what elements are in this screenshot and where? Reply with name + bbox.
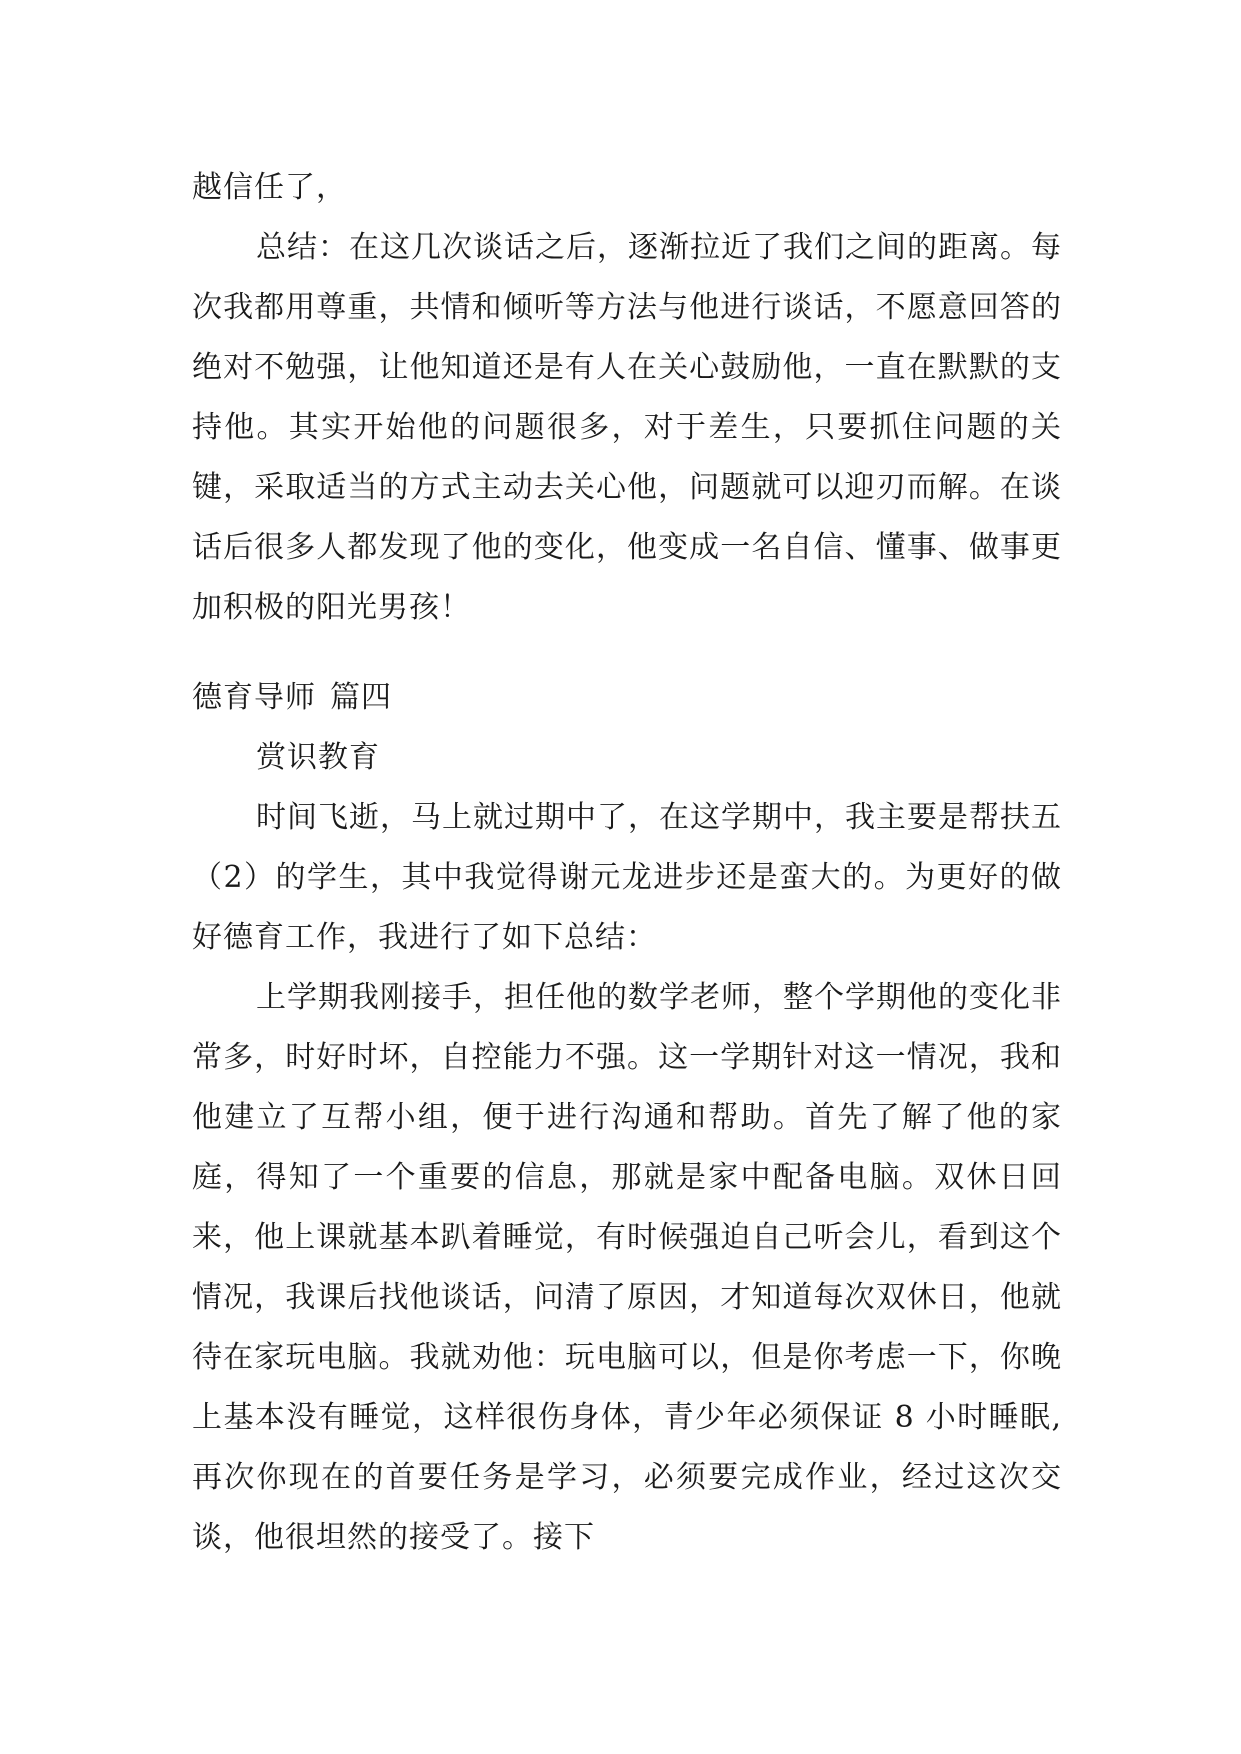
section-heading [192, 668, 1062, 728]
body-paragraph-2: 上学期我刚接手，担任他的数学老师，整个学期他的变化非常多，时好时坏，自控能力不强。这一学期针对这一情况，我和他建立了互帮小组，便于进行沟通和帮助。首先了解了他的家庭，得知了一个重要的信息，那就是家中配备电脑。双休日回来，他上课就基本趴着睡觉，有时候强迫自己听会儿，看到这个情况，我课后找他谈话，问清了原因，才知道每次双休日，他就待在家玩电脑。我就劝他：玩电脑可以，但是你考虑一下，你晚上基本没有睡觉，这样很伤身体，青少年必须保证 8 小时睡眠,再次你现在的首要任务是学习，必须要完成作业，经过这次交谈，他很坦然的接受了。接下 [192, 980, 1062, 1555]
section-gap [192, 638, 1062, 668]
intro-line: 越信任了， [192, 170, 347, 205]
section-heading-part: 篇四 [330, 680, 392, 715]
body-paragraph-1: 时间飞逝，马上就过期中了，在这学期中，我主要是帮扶五（2）的学生，其中我觉得谢元龙进步还是蛮大的。为更好的做好德育工作，我进行了如下总结： [192, 800, 1062, 955]
document-body [192, 158, 1062, 1568]
section-subtitle: 赏识教育 [256, 740, 380, 775]
section-heading-title: 德育导师 [192, 680, 316, 715]
summary-paragraph: 总结：在这几次谈话之后，逐渐拉近了我们之间的距离。每次我都用尊重，共情和倾听等方法与他进行谈话，不愿意回答的绝对不勉强，让他知道还是有人在关心鼓励他，一直在默默的支持他。其实开始他的问题很多，对于差生，只要抓住问题的关键，采取适当的方式主动去关心他，问题就可以迎刃而解。在谈话后很多人都发现了他的变化，他变成一名自信、懂事、做事更加积极的阳光男孩！ [192, 230, 1062, 625]
